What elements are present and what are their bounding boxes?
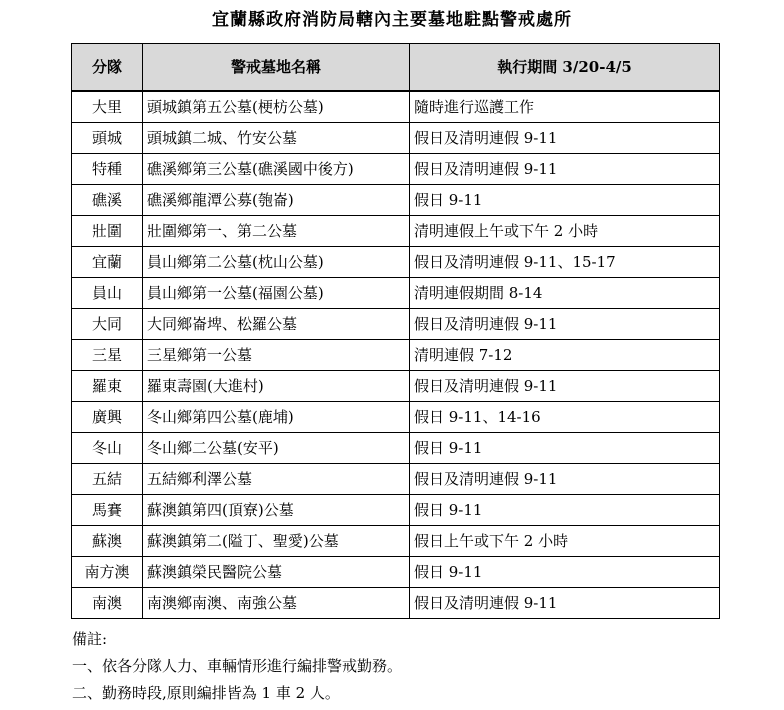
table-row: [72, 123, 720, 154]
cell-period: 假日及清明連假 9-11、15-17: [410, 247, 720, 278]
table-row: [72, 216, 720, 247]
cell-site: 礁溪鄉龍潭公募(匏崙): [143, 185, 410, 216]
cell-site: 蘇澳鎮第四(頂寮)公墓: [143, 495, 410, 526]
cell-site: 三星鄉第一公墓: [143, 340, 410, 371]
cell-site: 礁溪鄉第三公墓(礁溪國中後方): [143, 154, 410, 185]
notes-heading: 備註:: [72, 630, 108, 648]
table-row: [72, 464, 720, 495]
cell-period: 假日 9-11: [410, 433, 720, 464]
table-row: [72, 185, 720, 216]
cell-period: 清明連假 7-12: [410, 340, 720, 371]
cell-squad: 大里: [72, 91, 143, 123]
cell-squad: 三星: [72, 340, 143, 371]
notes-section: [72, 626, 752, 707]
cell-period: 假日 9-11: [410, 185, 720, 216]
cell-squad: 羅東: [72, 371, 143, 402]
cell-squad: 頭城: [72, 123, 143, 154]
cell-period: 假日及清明連假 9-11: [410, 464, 720, 495]
cell-period: 假日及清明連假 9-11: [410, 371, 720, 402]
table-row: [72, 340, 720, 371]
cell-site: 五結鄉利澤公墓: [143, 464, 410, 495]
table-body: [72, 91, 720, 619]
header-site: 警戒墓地名稱: [143, 44, 410, 92]
table-row: [72, 402, 720, 433]
cell-squad: 壯圍: [72, 216, 143, 247]
cell-site: 大同鄉崙埤、松羅公墓: [143, 309, 410, 340]
cell-period: 假日及清明連假 9-11: [410, 154, 720, 185]
cell-period: 清明連假上午或下午 2 小時: [410, 216, 720, 247]
cell-site: 冬山鄉第四公墓(鹿埔): [143, 402, 410, 433]
cell-period: 假日及清明連假 9-11: [410, 588, 720, 619]
cell-period: 清明連假期間 8-14: [410, 278, 720, 309]
cell-period: 假日上午或下午 2 小時: [410, 526, 720, 557]
table-row: [72, 371, 720, 402]
table-row: [72, 154, 720, 185]
cell-squad: 特種: [72, 154, 143, 185]
note-item: 二、勤務時段,原則編排皆為 1 車 2 人。: [72, 684, 340, 702]
cell-site: 南澳鄉南澳、南強公墓: [143, 588, 410, 619]
table-row: [72, 588, 720, 619]
cell-site: 頭城鎮二城、竹安公墓: [143, 123, 410, 154]
cell-period: 假日 9-11、14-16: [410, 402, 720, 433]
cell-site: 員山鄉第一公墓(福園公墓): [143, 278, 410, 309]
table-row: [72, 278, 720, 309]
table-row: [72, 526, 720, 557]
cell-site: 羅東壽園(大進村): [143, 371, 410, 402]
cell-squad: 南方澳: [72, 557, 143, 588]
cell-squad: 員山: [72, 278, 143, 309]
cell-site: 冬山鄉二公墓(安平): [143, 433, 410, 464]
document-title: 宜蘭縣政府消防局轄內主要墓地駐點警戒處所: [212, 10, 572, 30]
cell-site: 蘇澳鎮榮民醫院公墓: [143, 557, 410, 588]
table-header: [72, 44, 720, 92]
header-row: [72, 44, 720, 92]
cell-squad: 礁溪: [72, 185, 143, 216]
table-row: [72, 247, 720, 278]
header-squad: 分隊: [72, 44, 143, 92]
cell-site: 員山鄉第二公墓(枕山公墓): [143, 247, 410, 278]
table-row: [72, 433, 720, 464]
cell-squad: 蘇澳: [72, 526, 143, 557]
table-row: [72, 557, 720, 588]
cell-period: 假日及清明連假 9-11: [410, 309, 720, 340]
cell-site: 蘇澳鎮第二(隘丁、聖愛)公墓: [143, 526, 410, 557]
table-row: [72, 91, 720, 123]
header-period: 執行期間 3/20-4/5: [410, 44, 720, 92]
patrol-schedule-table: [71, 43, 720, 619]
cell-squad: 宜蘭: [72, 247, 143, 278]
table-row: [72, 495, 720, 526]
cell-squad: 大同: [72, 309, 143, 340]
cell-site: 頭城鎮第五公墓(梗枋公墓): [143, 91, 410, 123]
cell-period: 假日 9-11: [410, 557, 720, 588]
cell-squad: 南澳: [72, 588, 143, 619]
cell-period: 假日 9-11: [410, 495, 720, 526]
cell-period: 隨時進行巡護工作: [410, 91, 720, 123]
cell-site: 壯圍鄉第一、第二公墓: [143, 216, 410, 247]
cell-squad: 五結: [72, 464, 143, 495]
note-item: 一、依各分隊人力、車輛情形進行編排警戒勤務。: [72, 657, 403, 675]
cell-period: 假日及清明連假 9-11: [410, 123, 720, 154]
cell-squad: 冬山: [72, 433, 143, 464]
cell-squad: 馬賽: [72, 495, 143, 526]
cell-squad: 廣興: [72, 402, 143, 433]
table-row: [72, 309, 720, 340]
